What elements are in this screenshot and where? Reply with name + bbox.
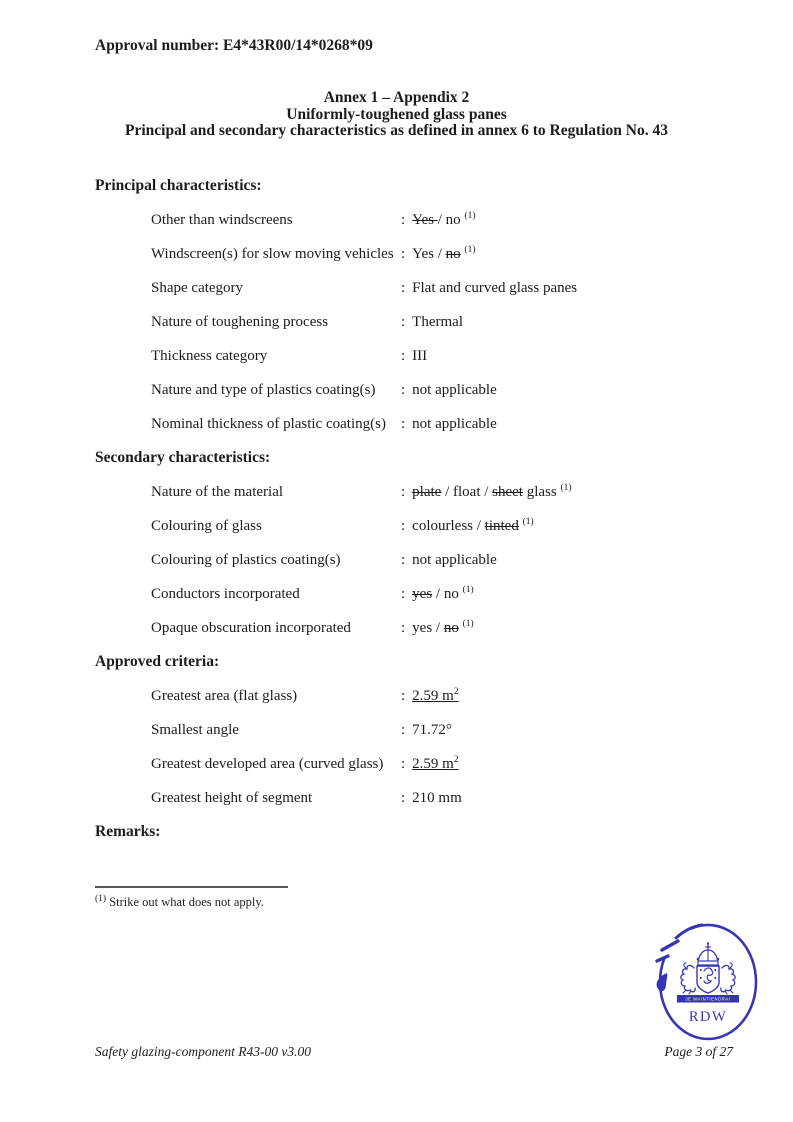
characteristic-value (401, 618, 740, 638)
characteristic-value (401, 414, 740, 434)
section-heading: Approved criteria: (95, 653, 220, 670)
value-text: (1) (522, 517, 534, 527)
title-line-3: Principal and secondary characteristics as defined in annex 6 to Regulation No. 43 (125, 122, 668, 139)
characteristic-label: Greatest height of segment (151, 790, 313, 806)
characteristic-value (401, 550, 740, 570)
characteristic-label: Nature and type of plastics coating(s) (151, 382, 376, 398)
characteristic-label: Nominal thickness of plastic coating(s) (151, 416, 386, 432)
characteristic-label: Smallest angle (151, 722, 239, 738)
colon-separator: : (401, 212, 406, 228)
colon-separator: : (401, 756, 406, 772)
characteristic-row (151, 584, 740, 604)
footnote (95, 886, 288, 910)
colon-separator: : (401, 620, 406, 636)
characteristic-label: Thickness category (151, 348, 268, 364)
colon-separator: : (401, 484, 406, 500)
characteristic-value (401, 720, 740, 740)
value-text: colourless / (412, 518, 485, 534)
characteristic-value (401, 312, 740, 332)
struck-out-option: no (445, 246, 461, 262)
page-footer (95, 1044, 733, 1060)
colon-separator: : (401, 382, 406, 398)
document-title (0, 90, 793, 140)
characteristic-row (151, 516, 740, 536)
characteristic-row (151, 244, 740, 264)
colon-separator: : (401, 586, 406, 602)
characteristic-label: Colouring of plastics coating(s) (151, 552, 341, 568)
value-text: 2.59 m (412, 756, 454, 772)
characteristic-value (401, 788, 740, 808)
crown-icon (697, 942, 720, 965)
value-text: glass (522, 484, 561, 500)
struck-out-option: tinted (484, 518, 519, 534)
value-text: 210 mm (412, 790, 462, 806)
characteristic-label: Greatest area (flat glass) (151, 688, 298, 704)
characteristic-row (151, 618, 740, 638)
characteristics-sections (95, 176, 740, 808)
characteristic-value (401, 278, 740, 298)
stamp-org-label: RDW (688, 1009, 728, 1025)
colon-separator: : (401, 790, 406, 806)
footnote-text-line (95, 895, 288, 910)
characteristic-value (401, 346, 740, 366)
characteristic-value (401, 210, 740, 230)
characteristic-label: Colouring of glass (151, 518, 262, 534)
section-heading: Principal characteristics: (95, 177, 262, 194)
struck-out-option: sheet (492, 484, 523, 500)
colon-separator: : (401, 722, 406, 738)
value-text: / no (437, 212, 465, 228)
characteristic-value (401, 754, 740, 774)
value-text: III (412, 348, 428, 364)
footer-document-name: Safety glazing-component R43-00 v3.00 (95, 1044, 311, 1059)
approval-label: Approval number: (95, 37, 220, 54)
stamp-motto: JE MAINTIENDRAI (685, 996, 731, 1002)
struck-out-option: plate (412, 484, 442, 500)
colon-separator: : (401, 552, 406, 568)
approval-number-line (95, 37, 373, 55)
characteristic-label: Conductors incorporated (151, 586, 300, 602)
characteristic-value (401, 516, 740, 536)
characteristic-row (151, 754, 740, 774)
characteristic-label: Windscreen(s) for slow moving vehicles (151, 246, 394, 262)
characteristic-row (151, 346, 740, 366)
characteristic-row (151, 720, 740, 740)
title-line-2: Uniformly-toughened glass panes (286, 105, 507, 123)
value-text: 2 (453, 755, 459, 765)
document-content (95, 176, 740, 856)
characteristic-row (151, 210, 740, 230)
coat-of-arms-icon (697, 966, 719, 993)
characteristic-value (401, 244, 740, 264)
characteristic-label: Nature of toughening process (151, 314, 329, 330)
value-text: (1) (462, 619, 474, 629)
rdw-seal-icon (650, 919, 768, 1045)
value-text: 2 (453, 687, 459, 697)
characteristic-value (401, 584, 740, 604)
value-text: not applicable (412, 382, 497, 398)
characteristic-row (151, 550, 740, 570)
title-line-1: Annex 1 – Appendix 2 (323, 89, 470, 106)
characteristic-row (151, 380, 740, 400)
characteristic-label: Greatest developed area (curved glass) (151, 756, 384, 772)
value-text: (1) (464, 211, 476, 221)
value-text: 71.72° (412, 722, 452, 738)
struck-out-option: no (443, 620, 459, 636)
characteristic-row (151, 278, 740, 298)
characteristic-row (151, 312, 740, 332)
footer-page-number: Page 3 of 27 (664, 1044, 733, 1059)
colon-separator: : (401, 246, 406, 262)
characteristic-label: Shape category (151, 280, 244, 296)
value-text: not applicable (412, 416, 497, 432)
characteristic-label: Opaque obscuration incorporated (151, 620, 351, 636)
footnote-rule (95, 886, 288, 888)
colon-separator: : (401, 518, 406, 534)
footnote-marker: (1) (95, 893, 107, 904)
struck-out-option: yes (412, 586, 433, 602)
footnote-text: Strike out what does not apply. (109, 895, 264, 909)
colon-separator: : (401, 314, 406, 330)
struck-out-option: Yes (412, 212, 438, 228)
value-text: / no (432, 586, 463, 602)
colon-separator: : (401, 280, 406, 296)
value-text: Yes / (412, 246, 446, 262)
value-text: / float / (441, 484, 493, 500)
colon-separator: : (401, 348, 406, 364)
value-text: not applicable (412, 552, 497, 568)
value-text: Flat and curved glass panes (412, 280, 578, 296)
approval-number: E4*43R00/14*0268*09 (223, 37, 373, 54)
colon-separator: : (401, 416, 406, 432)
characteristic-value (401, 482, 740, 502)
characteristic-row (151, 686, 740, 706)
value-text: (1) (464, 245, 476, 255)
characteristic-value (401, 380, 740, 400)
characteristic-row (151, 414, 740, 434)
characteristic-value (401, 686, 740, 706)
value-text: (1) (560, 483, 572, 493)
remarks-heading: Remarks: (95, 823, 161, 840)
rdw-stamp (650, 919, 768, 1045)
characteristic-label: Other than windscreens (151, 212, 293, 228)
characteristic-label: Nature of the material (151, 484, 284, 500)
value-text: 2.59 m (412, 688, 454, 704)
value-text: (1) (462, 585, 474, 595)
section-heading: Secondary characteristics: (95, 449, 271, 466)
characteristic-row (151, 482, 740, 502)
value-text: Thermal (412, 314, 463, 330)
colon-separator: : (401, 688, 406, 704)
value-text: yes / (412, 620, 444, 636)
characteristic-row (151, 788, 740, 808)
